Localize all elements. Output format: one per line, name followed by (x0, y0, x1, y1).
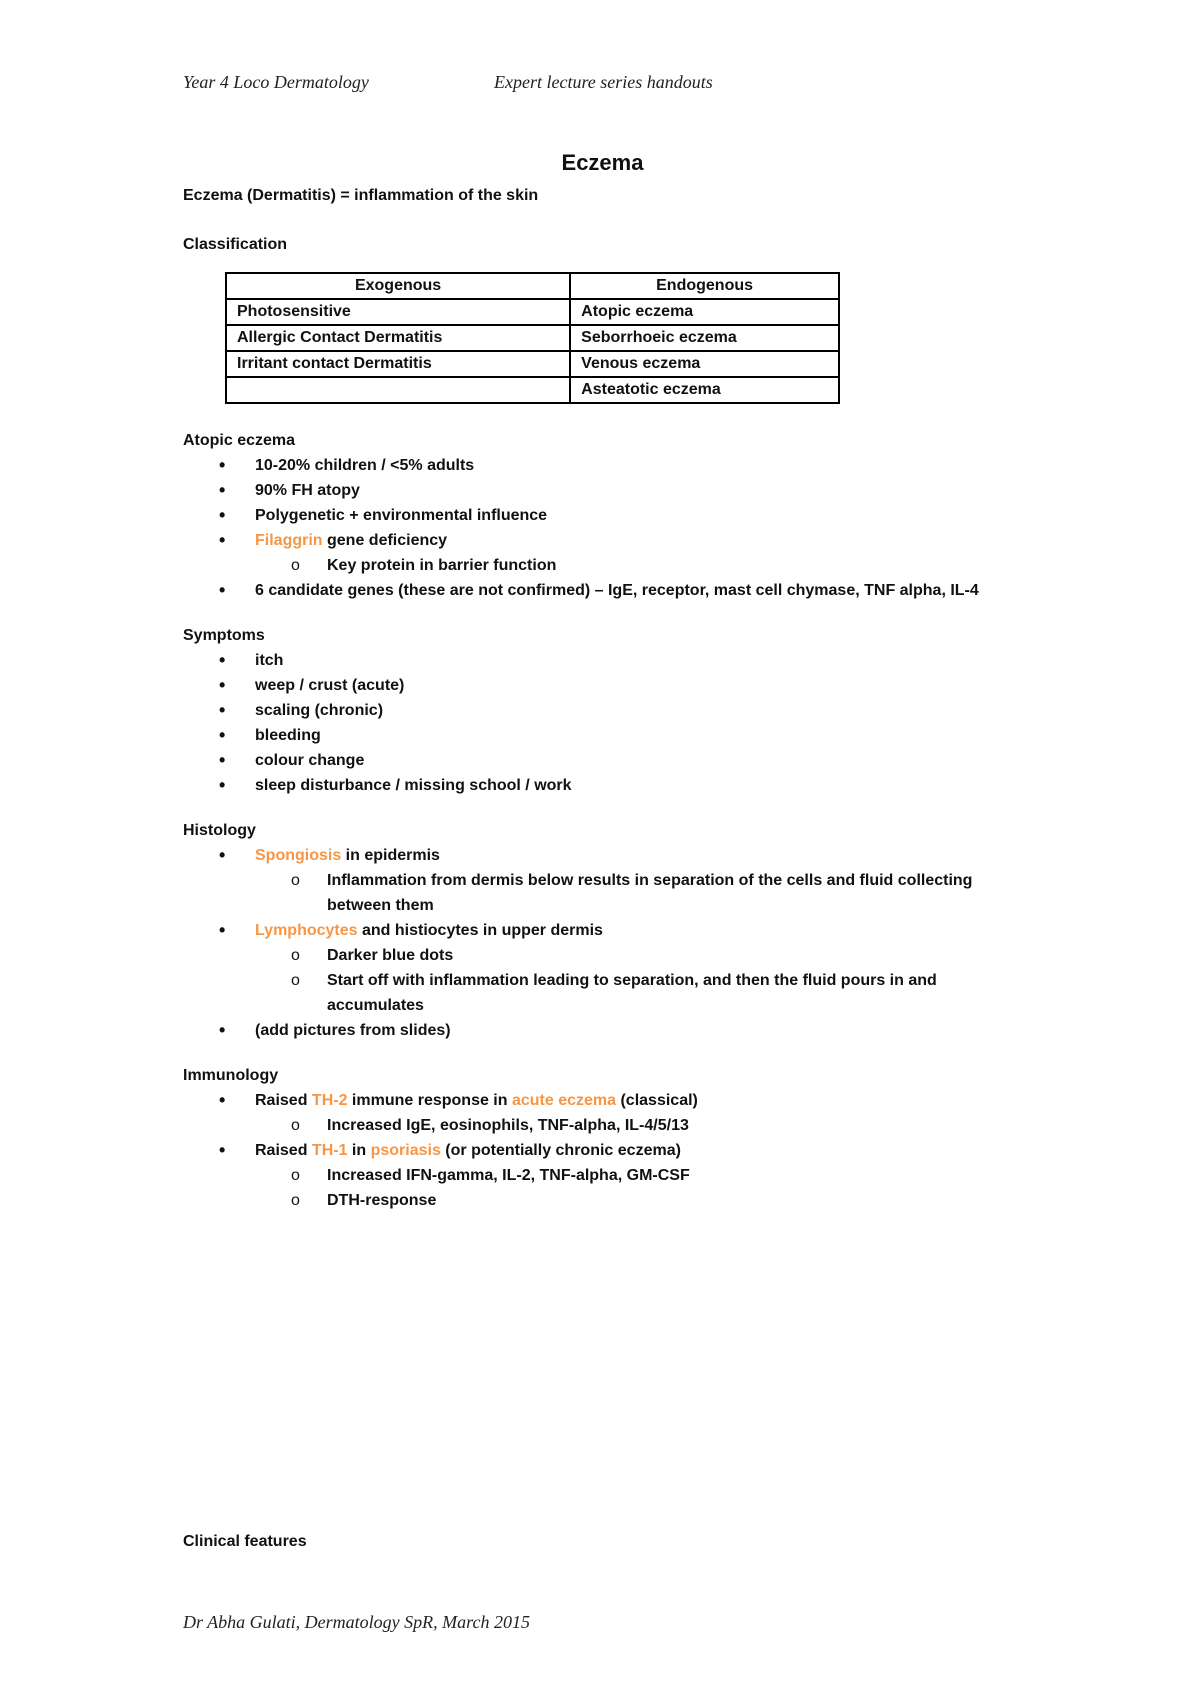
table-cell: Seborrhoeic eczema (570, 325, 839, 351)
sub-list (255, 553, 1033, 578)
list-item: • weep / crust (acute) (183, 673, 1033, 698)
list-item: • bleeding (183, 723, 1033, 748)
sub-list-item: o DTH-response (255, 1188, 1033, 1213)
list-item (183, 918, 1033, 1018)
list-item-text: and histiocytes in upper dermis (357, 922, 603, 939)
page-title: Eczema (561, 150, 644, 175)
list-item-text: in epidermis (341, 847, 440, 864)
sub-list (255, 1163, 1033, 1213)
list-item: • (add pictures from slides) (183, 1018, 1033, 1043)
list-item: • colour change (183, 748, 1033, 773)
highlight-term: TH-2 (311, 1092, 348, 1109)
list-item-text: gene deficiency (322, 532, 448, 549)
histology-list (183, 843, 1033, 1043)
list-item: • 10-20% children / <5% adults (183, 453, 1033, 478)
list-item: • Polygenetic + environmental influence (183, 503, 1033, 528)
symptoms-list (183, 648, 1033, 798)
classification-table (225, 272, 840, 404)
sub-list-item: o Increased IgE, eosinophils, TNF-alpha, IL-4/5/13 (255, 1113, 1033, 1138)
list-item (183, 843, 1033, 918)
list-item: • scaling (chronic) (183, 698, 1033, 723)
sub-list (255, 868, 1033, 918)
list-item (183, 1088, 1033, 1138)
list-item (183, 1138, 1033, 1213)
table-cell: Allergic Contact Dermatitis (226, 325, 570, 351)
definition: Eczema (Dermatitis) = inflammation of the skin (183, 187, 539, 204)
sub-list-item: o Darker blue dots (255, 943, 1033, 968)
atopic-heading: Atopic eczema (183, 432, 296, 449)
immunology-heading: Immunology (183, 1067, 279, 1084)
list-item-text: immune response in (347, 1092, 512, 1109)
table-cell: Asteatotic eczema (570, 377, 839, 403)
table-cell: Photosensitive (226, 299, 570, 325)
table-row (226, 351, 839, 377)
highlight-term: Filaggrin (255, 532, 323, 549)
table-row (226, 325, 839, 351)
immunology-list (183, 1088, 1033, 1213)
histology-heading: Histology (183, 822, 256, 839)
list-item (183, 528, 1033, 578)
sub-list-item: o Increased IFN-gamma, IL-2, TNF-alpha, GM-CSF (255, 1163, 1033, 1188)
list-item-text: (or potentially chronic eczema) (440, 1142, 681, 1159)
list-item-text: Raised (255, 1142, 312, 1159)
table-row (226, 377, 839, 403)
header-course: Year 4 Loco Dermatology (183, 72, 369, 92)
list-item: • 90% FH atopy (183, 478, 1033, 503)
column-header-exogenous: Exogenous (226, 273, 570, 299)
table-cell (226, 377, 570, 403)
highlight-term: TH-1 (311, 1142, 348, 1159)
column-header-endogenous: Endogenous (570, 273, 839, 299)
list-item-text: Raised (255, 1092, 312, 1109)
clinical-features-heading: Clinical features (183, 1533, 307, 1550)
highlight-term: Spongiosis (255, 847, 342, 864)
highlight-term: acute eczema (511, 1092, 617, 1109)
list-item: • sleep disturbance / missing school / work (183, 773, 1033, 798)
footer-author: Dr Abha Gulati, Dermatology SpR, March 2015 (183, 1612, 530, 1632)
highlight-term: Lymphocytes (255, 922, 358, 939)
sub-list-item: o Inflammation from dermis below results in separation of the cells and fluid collecting between them (255, 868, 1033, 918)
list-item-text: in (347, 1142, 371, 1159)
atopic-list (183, 453, 1033, 603)
list-item-text: (classical) (616, 1092, 698, 1109)
sub-list-item: o Key protein in barrier function (255, 553, 1033, 578)
symptoms-heading: Symptoms (183, 627, 265, 644)
classification-heading: Classification (183, 236, 288, 253)
list-item: • 6 candidate genes (these are not confirmed) – IgE, receptor, mast cell chymase, TNF alpha, IL-4 (183, 578, 1033, 603)
highlight-term: psoriasis (370, 1142, 441, 1159)
table-cell: Venous eczema (570, 351, 839, 377)
main-content (183, 183, 1033, 1213)
list-item: • itch (183, 648, 1033, 673)
table-header-row (226, 273, 839, 299)
table-row (226, 299, 839, 325)
table-cell: Atopic eczema (570, 299, 839, 325)
sub-list (255, 1113, 1033, 1138)
sub-list-item: o Start off with inflammation leading to separation, and then the fluid pours in and accumulates (255, 968, 1033, 1018)
header-series: Expert lecture series handouts (494, 72, 713, 92)
table-cell: Irritant contact Dermatitis (226, 351, 570, 377)
sub-list (255, 943, 1033, 1018)
